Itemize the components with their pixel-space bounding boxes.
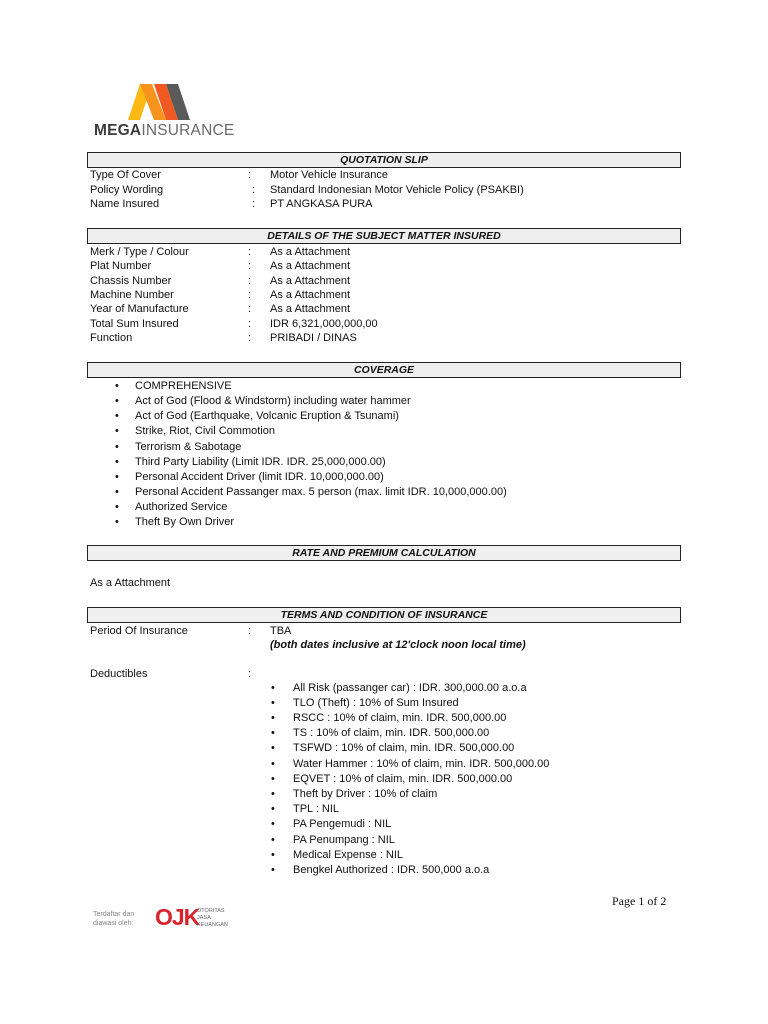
row-value: TBA [270, 625, 292, 637]
row-value: As a Attachment [270, 289, 351, 301]
row-colon: : [248, 275, 252, 287]
ojk-registered-line: Terdaftar dan [93, 911, 135, 918]
row-function [90, 331, 680, 346]
bullet-icon: • [115, 486, 119, 498]
row-policy-wording [90, 183, 680, 198]
bullet-icon: • [271, 773, 275, 785]
ojk-registered-line: diawasi oleh: [93, 920, 134, 927]
bullet-icon: • [271, 818, 275, 830]
coverage-item-text: Act of God (Flood & Windstorm) including water hammer [135, 395, 411, 407]
row-merk-type-colour [90, 245, 680, 260]
row-value: As a Attachment [270, 275, 351, 287]
ojk-registered-text [93, 910, 134, 928]
mega-insurance-logo [94, 84, 234, 144]
bullet-icon: • [271, 712, 275, 724]
deductible-text: TS : 10% of claim, min. IDR. 500,000.00 [293, 727, 490, 739]
section-quotation-slip: QUOTATION SLIP [87, 152, 681, 168]
bullet-icon: • [115, 501, 119, 513]
coverage-item-text: Personal Accident Passanger max. 5 person (max. limit IDR. 10,000,000.00) [135, 486, 507, 498]
period-note: (both dates inclusive at 12'clock noon local time) [270, 639, 526, 651]
row-value: IDR 6,321,000,000,00 [270, 318, 378, 330]
bullet-icon: • [115, 410, 119, 422]
row-total-sum-insured [90, 317, 680, 332]
row-value: PRIBADI / DINAS [270, 332, 357, 344]
ojk-footer-logo [93, 904, 243, 938]
row-chassis-number [90, 274, 680, 289]
row-colon: : [248, 303, 252, 315]
section-details-subject-matter: DETAILS OF THE SUBJECT MATTER INSURED [87, 228, 681, 244]
row-value: Standard Indonesian Motor Vehicle Policy (PSAKBI) [270, 184, 524, 196]
coverage-item-text: COMPREHENSIVE [135, 380, 232, 392]
section-rate-premium: RATE AND PREMIUM CALCULATION [87, 545, 681, 561]
deductible-text: PA Pengemudi : NIL [293, 818, 392, 830]
coverage-item-text: Authorized Service [135, 501, 228, 513]
row-value: Motor Vehicle Insurance [270, 169, 389, 181]
page-number: Page 1 of 2 [612, 894, 667, 908]
row-machine-number [90, 288, 680, 303]
bullet-icon: • [271, 834, 275, 846]
logo-wordmark-light: INSURANCE [141, 122, 235, 139]
coverage-item-text: Third Party Liability (Limit IDR. IDR. 25,000,000.00) [135, 456, 386, 468]
row-colon: : [248, 668, 252, 680]
row-value: As a Attachment [270, 303, 351, 315]
bullet-icon: • [115, 380, 119, 392]
deductible-text: Water Hammer : 10% of claim, min. IDR. 500,000.00 [293, 758, 550, 770]
bullet-icon: • [271, 803, 275, 815]
ojk-mark-icon: OJK [155, 904, 200, 930]
row-label: Policy Wording [90, 184, 164, 196]
ojk-name-line: KEUANGAN [197, 922, 228, 928]
ojk-name-text [197, 908, 228, 929]
row-colon: : [248, 332, 252, 344]
row-period-of-insurance [90, 624, 680, 639]
row-label: Chassis Number [90, 275, 172, 287]
row-label: Deductibles [90, 668, 148, 680]
bullet-icon: • [271, 758, 275, 770]
logo-wordmark [94, 122, 234, 140]
ojk-name-line: OTORITAS [197, 908, 225, 914]
row-value: As a Attachment [270, 246, 351, 258]
row-plat-number [90, 259, 680, 274]
bullet-icon: • [271, 788, 275, 800]
row-name-insured [90, 197, 680, 212]
deductible-text: RSCC : 10% of claim, min. IDR. 500,000.00 [293, 712, 507, 724]
row-value: PT ANGKASA PURA [270, 198, 373, 210]
deductible-text: PA Penumpang : NIL [293, 834, 395, 846]
row-colon: : [248, 289, 252, 301]
bullet-icon: • [115, 395, 119, 407]
section-coverage: COVERAGE [87, 362, 681, 378]
row-colon: : [248, 318, 252, 330]
bullet-icon: • [271, 682, 275, 694]
row-colon: : [248, 260, 252, 272]
bullet-icon: • [271, 697, 275, 709]
row-deductibles [90, 667, 680, 682]
deductible-text: All Risk (passanger car) : IDR. 300,000.00 a.o.a [293, 682, 527, 694]
coverage-item-text: Theft By Own Driver [135, 516, 235, 528]
deductible-text: Theft by Driver : 10% of claim [293, 788, 438, 800]
row-colon: : [248, 246, 252, 258]
row-label: Function [90, 332, 133, 344]
bullet-icon: • [115, 425, 119, 437]
bullet-icon: • [115, 516, 119, 528]
row-label: Period Of Insurance [90, 625, 188, 637]
section-terms-condition: TERMS AND CONDITION OF INSURANCE [87, 607, 681, 623]
deductible-text: TSFWD : 10% of claim, min. IDR. 500,000.00 [293, 742, 515, 754]
deductible-text: Bengkel Authorized : IDR. 500,000 a.o.a [293, 864, 490, 876]
bullet-icon: • [271, 849, 275, 861]
row-type-of-cover [90, 168, 680, 183]
ojk-name-line: JASA [197, 915, 211, 921]
deductible-text: TPL : NIL [293, 803, 340, 815]
row-colon: : [248, 169, 252, 181]
row-label: Type Of Cover [90, 169, 161, 181]
coverage-item-text: Terrorism & Sabotage [135, 441, 242, 453]
deductible-text: Medical Expense : NIL [293, 849, 404, 861]
coverage-item-text: Personal Accident Driver (limit IDR. 10,000,000.00) [135, 471, 384, 483]
bullet-icon: • [115, 471, 119, 483]
bullet-icon: • [271, 727, 275, 739]
deductible-text: EQVET : 10% of claim, min. IDR. 500,000.00 [293, 773, 513, 785]
logo-wordmark-bold: MEGA [94, 122, 142, 139]
row-label: Plat Number [90, 260, 152, 272]
row-colon: : [252, 198, 256, 210]
row-label: Merk / Type / Colour [90, 246, 189, 258]
row-label: Year of Manufacture [90, 303, 189, 315]
row-value: As a Attachment [270, 260, 351, 272]
row-label: Total Sum Insured [90, 318, 179, 330]
bullet-icon: • [115, 441, 119, 453]
bullet-icon: • [115, 456, 119, 468]
rate-text: As a Attachment [90, 577, 171, 589]
mega-m-logo-icon [128, 84, 190, 120]
row-label: Name Insured [90, 198, 160, 210]
coverage-item-text: Strike, Riot, Civil Commotion [135, 425, 275, 437]
coverage-item-text: Act of God (Earthquake, Volcanic Eruption & Tsunami) [135, 410, 399, 422]
row-year-of-manufacture [90, 302, 680, 317]
deductible-text: TLO (Theft) : 10% of Sum Insured [293, 697, 459, 709]
bullet-icon: • [271, 864, 275, 876]
bullet-icon: • [271, 742, 275, 754]
row-colon: : [252, 184, 256, 196]
row-label: Machine Number [90, 289, 174, 301]
row-colon: : [248, 625, 252, 637]
